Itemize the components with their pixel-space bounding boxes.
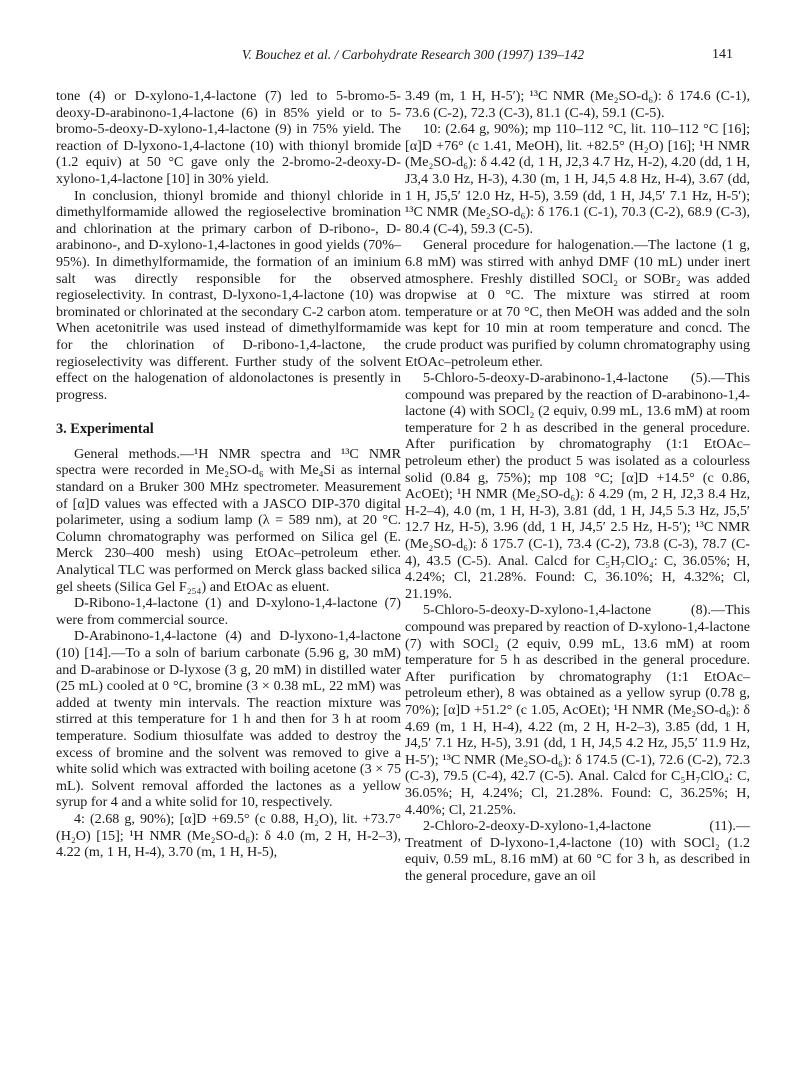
paragraph-compound-5: 5-Chloro-5-deoxy-D-arabinono-1,4-lactone (5).—This compound was prepared by the reaction of D-arabinono-1,4-lactone (4) with SOCl₂ (2 equiv, 0.99 mL, 13.6 mM) at room temperature for 2 h as described in the general procedure. After purification by chromatography (1:1 EtOAc–petroleum ether) the product 5 was isolated as a colourless solid (0.84 g, 75%); mp 108 °C; [α]D +14.5° (c 0.86, AcOEt); ¹H NMR (Me₂SO-d₆): δ 4.29 (m, 2 H, J2,3 8.4 Hz, H-2–4), 4.0 (m, 1 H, H-3), 3.81 (dd, 1 H, J4,5 5.3 Hz, J5,5′ 12.7 Hz, H-5), 3.96 (dd, 1 H, J4,5′ 2.5 Hz, H-5′); ¹³C NMR (Me₂SO-d₆): δ 175.7 (C-1), 73.4 (C-2), 73.8 (C-3), 78.7 (C-4), 43.5 (C-5). Anal. Calcd for C₅H₇ClO₄: C, 36.05%; H, 4.24%; Cl, 21.28%. Found: C, 36.10%; H, 4.32%; Cl, 21.19%. xyxy=(405,370,750,602)
right-column xyxy=(405,88,750,885)
page-number: 141 xyxy=(712,47,733,62)
paragraph-general-procedure: General procedure for halogenation.—The lactone (1 g, 6.8 mM) was stirred with anhyd DMF (10 mL) under inert atmosphere. Freshly distilled SOCl₂ or SOBr₂ was added dropwise at 0 °C. The mixture was stirred at room temperature or at 70 °C, then MeOH was added and the soln was kept for 10 min at room temperature and concd. The crude product was purified by column chromatography using EtOAc–petroleum ether. xyxy=(405,237,750,370)
paragraph-compound-4-data-continued: 3.49 (m, 1 H, H-5′); ¹³C NMR (Me₂SO-d₆): δ 174.6 (C-1), 73.6 (C-2), 72.3 (C-3), 81.1 (C-4), 59.1 (C-5). xyxy=(405,88,750,121)
paragraph-compound-8: 5-Chloro-5-deoxy-D-xylono-1,4-lactone (8).—This compound was prepared by reaction of D-xylono-1,4-lactone (7) with SOCl₂ (2 equiv, 0.99 mL, 13.6 mM) at room temperature for 5 h as described in the general procedure. After purification by chromatography (1:1 EtOAc–petroleum ether), 8 was obtained as a yellow syrup (0.78 g, 70%); [α]D +51.2° (c 1.05, AcOEt); ¹H NMR (Me₂SO-d₆): δ 4.69 (m, 1 H, H-4), 4.22 (m, 2 H, H-2–3), 3.85 (dd, 1 H, J4,5′ 7.1 Hz, H-5), 3.91 (dd, 1 H, J4,5 4.2 Hz, J5,5′ 11.9 Hz, H-5′); ¹³C NMR (Me₂SO-d₆): δ 174.5 (C-1), 72.6 (C-2), 72.3 (C-3), 79.5 (C-4), 42.7 (C-5). Anal. Calcd for C₅H₇ClO₄: C, 36.05%; H, 4.24%; Cl, 21.28%. Found: C, 36.25%; H, 4.40%; Cl, 21.25%. xyxy=(405,602,750,818)
running-head: V. Bouchez et al. / Carbohydrate Research 300 (1997) 139–142 xyxy=(241,47,585,62)
paragraph-lactone-preparation: D-Arabinono-1,4-lactone (4) and D-lyxono-1,4-lactone (10) [14].—To a soln of barium carbonate (5.96 g, 30 mM) and D-arabinose or D-lyxose (3 g, 20 mM) in distilled water (25 mL) cooled at 0 °C, bromine (3 × 0.38 mL, 22 mM) was added at twenty min intervals. The reaction mixture was stirred at this temperature for 1 h and then for 3 h at room temperature. Sodium thiosulfate was added to destroy the excess of bromine and the solvent was removed to give a white solid which was extracted with boiling acetone (3 × 75 mL). Solvent removal afforded the lactones as a yellow syrup for 4 and a white solid for 10, respectively. xyxy=(56,628,401,811)
paragraph-commercial-source: D-Ribono-1,4-lactone (1) and D-xylono-1,4-lactone (7) were from commercial source. xyxy=(56,595,401,628)
paragraph-conclusion: In conclusion, thionyl bromide and thionyl chloride in dimethylformamide allowed the regioselective bromination and chlorination at the primary carbon of D-ribono-, D-arabinono-, and D-xylono-1,4-lactones in good yields (70%–95%). In dimethylformamide, the formation of an iminium salt was directly responsible for the observed regioselectivity. In contrast, D-lyxono-1,4-lactone (10) was brominated or chlorinated at the secondary C-2 carbon atom. When acetonitrile was used instead of dimethylformamide for the chlorination of D-ribono-1,4-lactone, the regioselectivity was different. Further study of the solvent effect on the halogenation of aldonolactones is presently in progress. xyxy=(56,187,401,403)
paragraph-compound-11: 2-Chloro-2-deoxy-D-xylono-1,4-lactone (11).—Treatment of D-lyxono-1,4-lactone (10) with SOCl₂ (1.2 equiv, 0.59 mL, 8.16 mM) at 60 °C for 3 h, as described in the general procedure, gave an oil xyxy=(405,818,750,884)
paragraph-compound-4-data: 4: (2.68 g, 90%); [α]D +69.5° (c 0.88, H₂O), lit. +73.7° (H₂O) [15]; ¹H NMR (Me₂SO-d₆): δ 4.0 (m, 2 H, H-2–3), 4.22 (m, 1 H, H-4), 3.70 (m, 1 H, H-5), xyxy=(56,810,401,861)
left-column xyxy=(56,88,401,861)
section-heading-experimental: 3. Experimental xyxy=(56,421,154,438)
paragraph-general-methods: General methods.—¹H NMR spectra and ¹³C NMR spectra were recorded in Me₂SO-d₆ with Me₄Si as internal standard on a Bruker 300 MHz spectrometer. Measurement of [α]D values was effected with a JASCO DIP-370 digital polarimeter, using a sodium lamp (λ = 589 nm), at 20 °C. Column chromatography was performed on Silica gel (E. Merck 230–400 mesh) using EtOAc–petroleum ether. Analytical TLC was performed on Merck glass backed silica gel sheets (Silica Gel F₂₅₄) and EtOAc as eluent. xyxy=(56,445,401,595)
paragraph-results-bromination: tone (4) or D-xylono-1,4-lactone (7) led to 5-bromo-5-deoxy-D-arabinono-1,4-lactone (6) in 85% yield or to 5-bromo-5-deoxy-D-xylono-1,4-lactone (9) in 75% yield. The reaction of D-lyxono-1,4-lactone (10) with thionyl bromide (1.2 equiv) at 50 °C gave only the 2-bromo-2-deoxy-D-xylono-1,4-lactone [10] in 30% yield. xyxy=(56,88,401,187)
paragraph-compound-10-data: 10: (2.64 g, 90%); mp 110–112 °C, lit. 110–112 °C [16]; [α]D +76° (c 1.41, MeOH), lit. +82.5° (H₂O) [16]; ¹H NMR (Me₂SO-d₆): δ 4.42 (d, 1 H, J2,3 4.7 Hz, H-2), 4.20 (dd, 1 H, J3,4 3.0 Hz, H-3), 4.30 (m, 1 H, J4,5 4.8 Hz, H-4), 3.67 (dd, 1 H, J5,5′ 12.0 Hz, H-5), 3.59 (dd, 1 H, J4,5′ 7.1 Hz, H-5′); ¹³C NMR (Me₂SO-d₆): δ 176.1 (C-1), 70.3 (C-2), 68.9 (C-3), 80.4 (C-4), 59.3 (C-5). xyxy=(405,121,750,237)
